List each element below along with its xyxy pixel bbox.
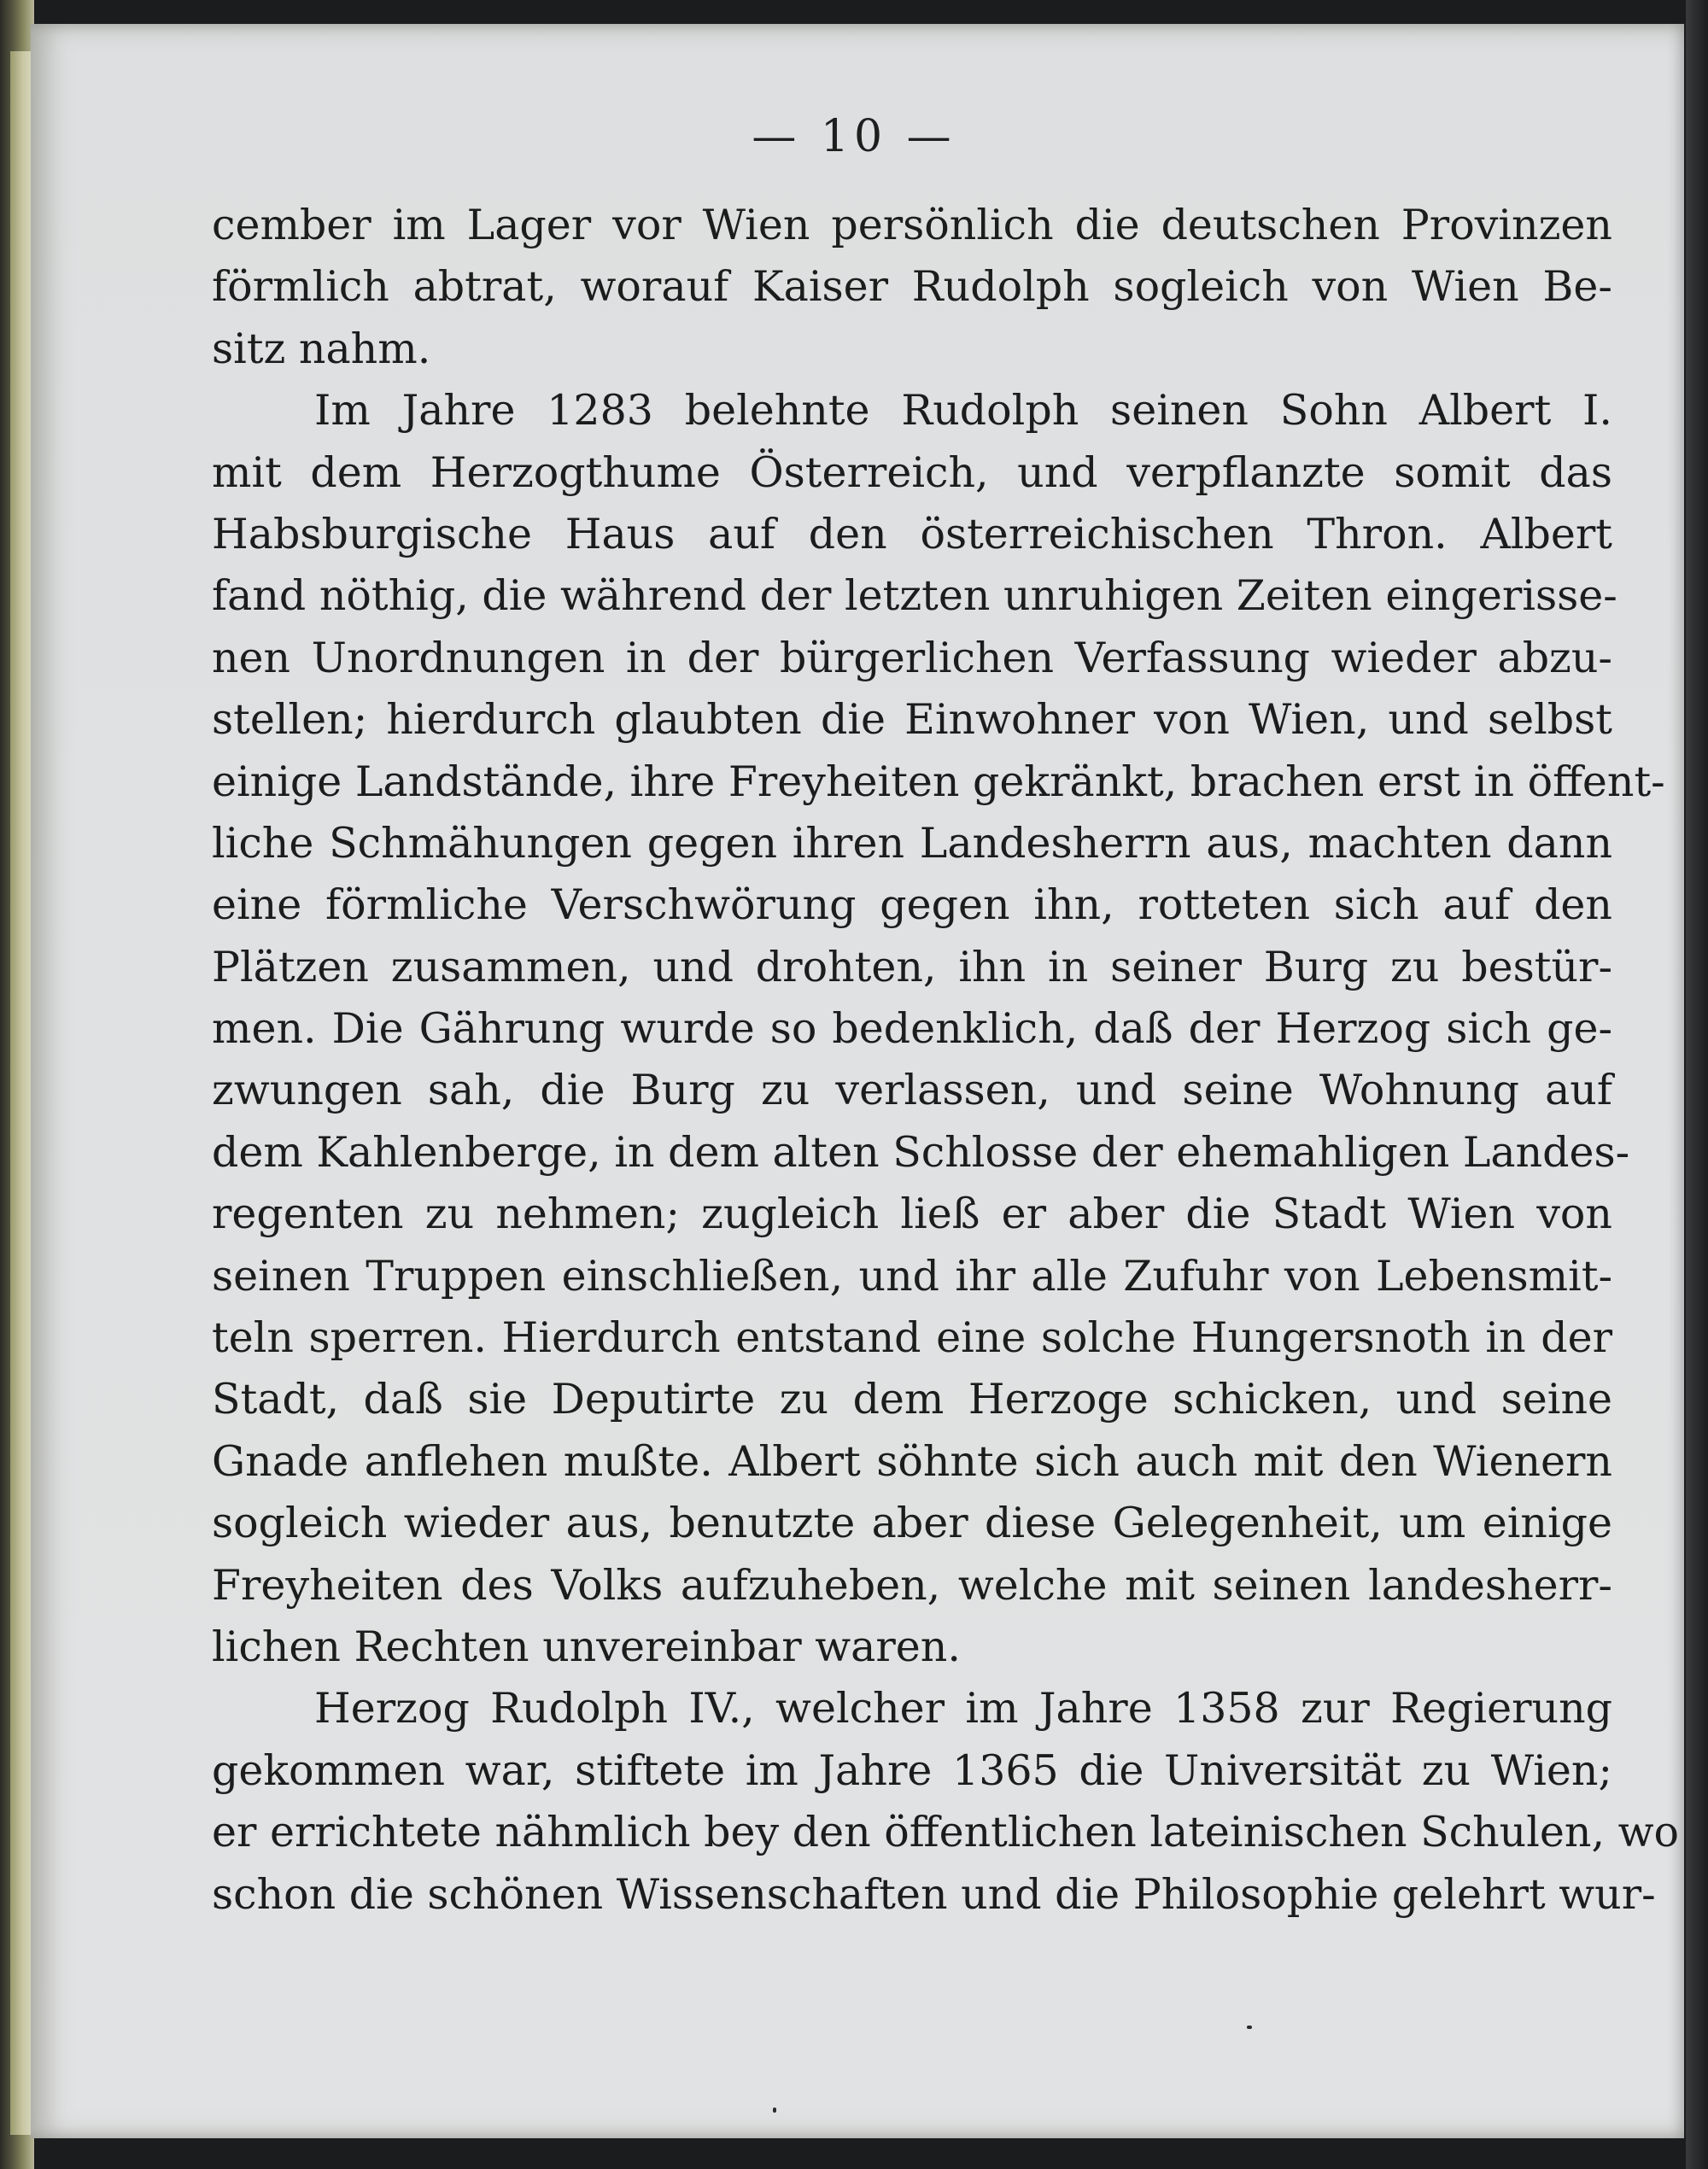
text-line: Habsburgische Haus auf den österreichischen Thron. Albert [212, 509, 1612, 558]
text-line: Stadt, daß sie Deputirte zu dem Herzoge schicken, und seine [212, 1375, 1612, 1424]
paragraph-start-line: Herzog Rudolph IV., welcher im Jahre 1358 zur Regierung [314, 1684, 1612, 1733]
text-line: Plätzen zusammen, und drohten, ihn in seiner Burg zu bestür- [212, 942, 1612, 991]
text-line: zwungen sah, die Burg zu verlassen, und seine Wohnung auf [212, 1066, 1612, 1115]
text-line: mit dem Herzogthume Österreich, und verpflanzte somit das [212, 447, 1612, 497]
text-line: förmlich abtrat, worauf Kaiser Rudolph sogleich von Wien Be- [212, 262, 1612, 312]
text-line: seinen Truppen einschließen, und ihr alle Zufuhr von Lebensmit- [212, 1251, 1612, 1301]
text-line: er errichtete nähmlich bey den öffentlichen lateinischen Schulen, wo [212, 1808, 1680, 1857]
text-line: liche Schmähungen gegen ihren Landesherrn aus, machten dann [212, 818, 1612, 868]
text-line: gekommen war, stiftete im Jahre 1365 die Universität zu Wien; [212, 1745, 1612, 1795]
text-line: dem Kahlenberge, in dem alten Schlosse der ehemahligen Landes- [212, 1127, 1630, 1177]
text-line: fand nöthig, die während der letzten unruhigen Zeiten eingerisse- [212, 571, 1617, 621]
text-line: men. Die Gährung wurde so bedenklich, daß der Herzog sich ge- [212, 1004, 1612, 1054]
text-line: Gnade anflehen mußte. Albert söhnte sich auch mit den Wienern [212, 1436, 1612, 1486]
paper-speck [1247, 2026, 1252, 2029]
text-line: schon die schönen Wissenschaften und die Philosophie gelehrt wur- [212, 1869, 1656, 1919]
right-page-edge [1686, 0, 1708, 2169]
text-line: nen Unordnungen in der bürgerlichen Verfassung wieder abzu- [212, 633, 1612, 682]
text-line: cember im Lager vor Wien persönlich die deutschen Provinzen [212, 201, 1612, 249]
text-line: teln sperren. Hierdurch entstand eine solche Hungersnoth in der [212, 1313, 1612, 1363]
text-line: eine förmliche Verschwörung gegen ihn, rotteten sich auf den [212, 880, 1612, 930]
paragraph-start-line: Im Jahre 1283 belehnte Rudolph seinen Sohn Albert I. [314, 386, 1612, 436]
text-line: einige Landstände, ihre Freyheiten gekränkt, brachen erst in öffent- [212, 757, 1665, 806]
text-line: stellen; hierdurch glaubten die Einwohner von Wien, und selbst [212, 695, 1612, 745]
page-number: — 10 — [752, 111, 956, 162]
text-line: sogleich wieder aus, benutzte aber diese Gelegenheit, um einige [212, 1499, 1612, 1548]
paper-speck [773, 2108, 776, 2113]
text-line: regenten zu nehmen; zugleich ließ er aber die Stadt Wien von [212, 1190, 1612, 1239]
text-line: Freyheiten des Volks aufzuheben, welche mit seinen landesherr- [212, 1560, 1612, 1610]
text-line: lichen Rechten unvereinbar waren. [212, 1622, 961, 1671]
page-body [212, 195, 1680, 1926]
text-line: sitz nahm. [212, 324, 431, 373]
